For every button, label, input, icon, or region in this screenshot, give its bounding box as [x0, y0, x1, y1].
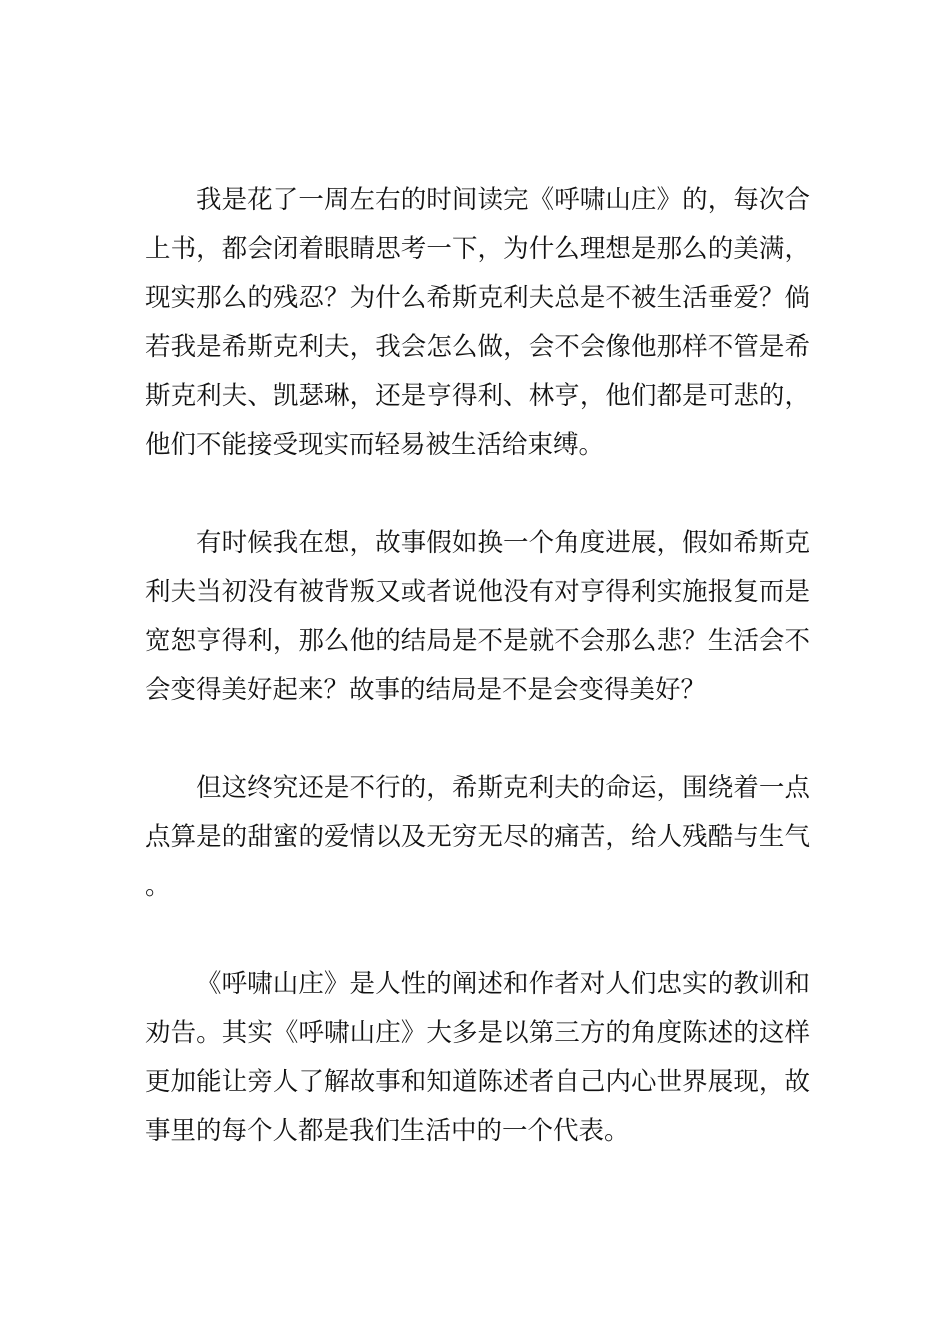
paragraph-4: 《呼啸山庄》是人性的阐述和作者对人们忠实的教训和劝告。其实《呼啸山庄》大多是以第三方的角度陈述的这样更加能让旁人了解故事和知道陈述者自己内心世界展现，故事里的每个人都是我们生活中的一个代表。 [145, 969, 810, 1146]
document-body [145, 176, 810, 1156]
paragraph-3: 但这终究还是不行的，希斯克利夫的命运，围绕着一点点算是的甜蜜的爱情以及无穷无尽的痛苦，给人残酷与生气。 [145, 773, 810, 901]
paragraph-2: 有时候我在想，故事假如换一个角度进展，假如希斯克利夫当初没有被背叛又或者说他没有对亨得利实施报复而是宽恕亨得利，那么他的结局是不是就不会那么悲？生活会不会变得美好起来？故事的结局是不是会变得美好？ [145, 528, 810, 705]
paragraph-1: 我是花了一周左右的时间读完《呼啸山庄》的，每次合上书，都会闭着眼睛思考一下，为什么理想是那么的美满，现实那么的残忍？为什么希斯克利夫总是不被生活垂爱？倘若我是希斯克利夫，我会怎么做，会不会像他那样不管是希斯克利夫、凯瑟琳，还是亨得利、林亨，他们都是可悲的，他们不能接受现实而轻易被生活给束缚。 [145, 185, 810, 460]
